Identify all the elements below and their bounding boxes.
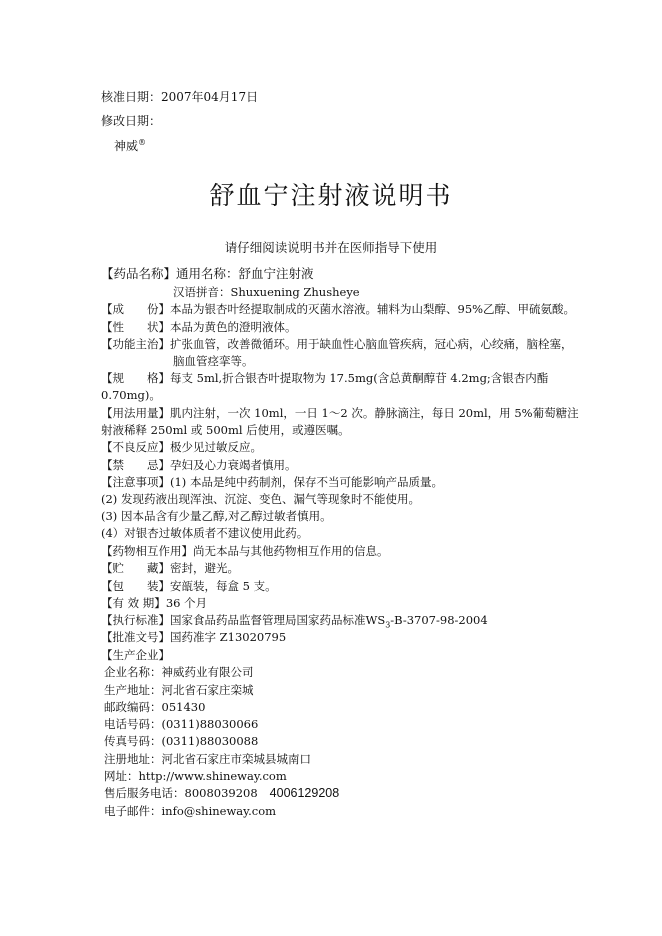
caution-item-1: (1) 本品是纯中药制剂，保存不当可能影响产品质量。 — [170, 475, 443, 489]
spec-continuation: 0.70mg)。 — [101, 388, 161, 402]
spec-row — [101, 370, 548, 386]
caution-item-3: (3) 因本品含有少量乙醇,对乙醇过敏者慎用。 — [101, 509, 332, 523]
standard-subscript: 3 — [385, 620, 391, 630]
approval-number-row — [101, 629, 286, 645]
indication-continuation: 脑血管痉挛等。 — [173, 354, 254, 368]
brand-logo — [114, 137, 146, 154]
company-fax: 传真号码：(0311)88030088 — [104, 734, 259, 748]
storage-label: 【贮 藏】 — [101, 561, 170, 575]
company-name: 企业名称：神威药业有限公司 — [104, 665, 254, 679]
expiry-row — [101, 595, 207, 611]
company-phone: 电话号码：(0311)88030066 — [104, 717, 259, 731]
spec-label: 【规 格】 — [101, 371, 170, 385]
interaction-row — [101, 543, 389, 559]
company-email: 电子邮件：info@shineway.com — [104, 804, 277, 818]
approval-number-value: 国药准字 Z13020795 — [170, 630, 287, 644]
expiry-label: 【有 效 期】 — [101, 596, 166, 610]
package-value: 安瓿装，每盒 5 支。 — [170, 579, 277, 593]
pinyin-name: 汉语拼音：Shuxuening Zhusheye — [173, 285, 360, 299]
drug-name-row — [101, 264, 314, 282]
usage-value: 肌内注射，一次 10ml，一日 1～2 次。静脉滴注，每日 20ml，用 5%葡萄糖注 — [170, 406, 579, 420]
storage-row — [101, 560, 239, 576]
usage-label: 【用法用量】 — [101, 406, 170, 420]
composition-row — [101, 301, 575, 317]
contraindication-row — [101, 457, 297, 473]
caution-label: 【注意事项】 — [101, 475, 170, 489]
standard-value-pre: 国家食品药品监督管理局国家药品标准WS — [170, 613, 386, 627]
standard-value-post: -B-3707-98-2004 — [390, 613, 488, 627]
usage-row — [101, 405, 579, 421]
drug-name-value: 通用名称：舒血宁注射液 — [176, 266, 314, 281]
company-registered-address: 注册地址：河北省石家庄市栾城县城南口 — [104, 752, 311, 766]
property-label: 【性 状】 — [101, 320, 170, 334]
brand-name: 神威 — [114, 139, 139, 153]
storage-value: 密封，避光。 — [170, 561, 239, 575]
usage-continuation: 射液稀释 250ml 或 500ml 后使用，或遵医嘱。 — [101, 423, 350, 437]
approval-date: 核准日期：2007年04月17日 — [101, 90, 259, 104]
service-phone-secondary: 4006129208 — [269, 786, 340, 800]
indication-row — [101, 336, 573, 352]
caution-item-4: (4）对银杏过敏体质者不建议使用此药。 — [101, 526, 309, 540]
adverse-row — [101, 439, 262, 455]
composition-label: 【成 份】 — [101, 302, 170, 316]
company-postcode: 邮政编码：051430 — [104, 700, 206, 714]
adverse-label: 【不良反应】 — [101, 440, 170, 454]
service-phone-primary: 售后服务电话：8008039208 — [104, 786, 258, 800]
drug-name-label: 【药品名称】 — [101, 266, 177, 281]
property-value: 本品为黄色的澄明液体。 — [170, 320, 297, 334]
adverse-value: 极少见过敏反应。 — [170, 440, 262, 454]
contraindication-value: 孕妇及心力衰竭者慎用。 — [170, 458, 297, 472]
company-website: 网址：http://www.shineway.com — [104, 769, 287, 783]
approval-number-label: 【批准文号】 — [101, 630, 170, 644]
company-service-phone — [104, 785, 339, 801]
standard-row — [101, 612, 488, 629]
package-row — [101, 578, 277, 594]
expiry-value: 36 个月 — [165, 596, 208, 610]
indication-label: 【功能主治】 — [101, 337, 170, 351]
indication-value: 扩张血管，改善微循环。用于缺血性心脑血管疾病，冠心病，心绞痛，脑栓塞， — [170, 337, 573, 351]
property-row — [101, 319, 297, 335]
page-title: 舒血宁注射液说明书 — [209, 181, 453, 210]
interaction-value: 尚无本品与其他药物相互作用的信息。 — [193, 544, 389, 558]
registered-mark: ® — [138, 138, 147, 147]
standard-label: 【执行标准】 — [101, 613, 170, 627]
spec-value: 每支 5ml,折合银杏叶提取物为 17.5mg(含总黄酮醇苷 4.2mg;含银杏内酯 — [170, 371, 549, 385]
package-label: 【包 装】 — [101, 579, 170, 593]
interaction-label: 【药物相互作用】 — [101, 544, 193, 558]
company-address: 生产地址：河北省石家庄栾城 — [104, 683, 254, 697]
caution-row — [101, 474, 443, 490]
contraindication-label: 【禁 忌】 — [101, 458, 170, 472]
composition-value: 本品为银杏叶经提取制成的灭菌水溶液。辅料为山梨醇、95%乙醇、甲硫氨酸。 — [170, 302, 576, 316]
revision-date: 修改日期： — [101, 114, 162, 128]
caution-item-2: (2) 发现药液出现浑浊、沉淀、变色、漏气等现象时不能使用。 — [101, 492, 420, 506]
page-subtitle: 请仔细阅读说明书并在医师指导下使用 — [224, 240, 438, 255]
manufacturer-label: 【生产企业】 — [101, 648, 170, 662]
